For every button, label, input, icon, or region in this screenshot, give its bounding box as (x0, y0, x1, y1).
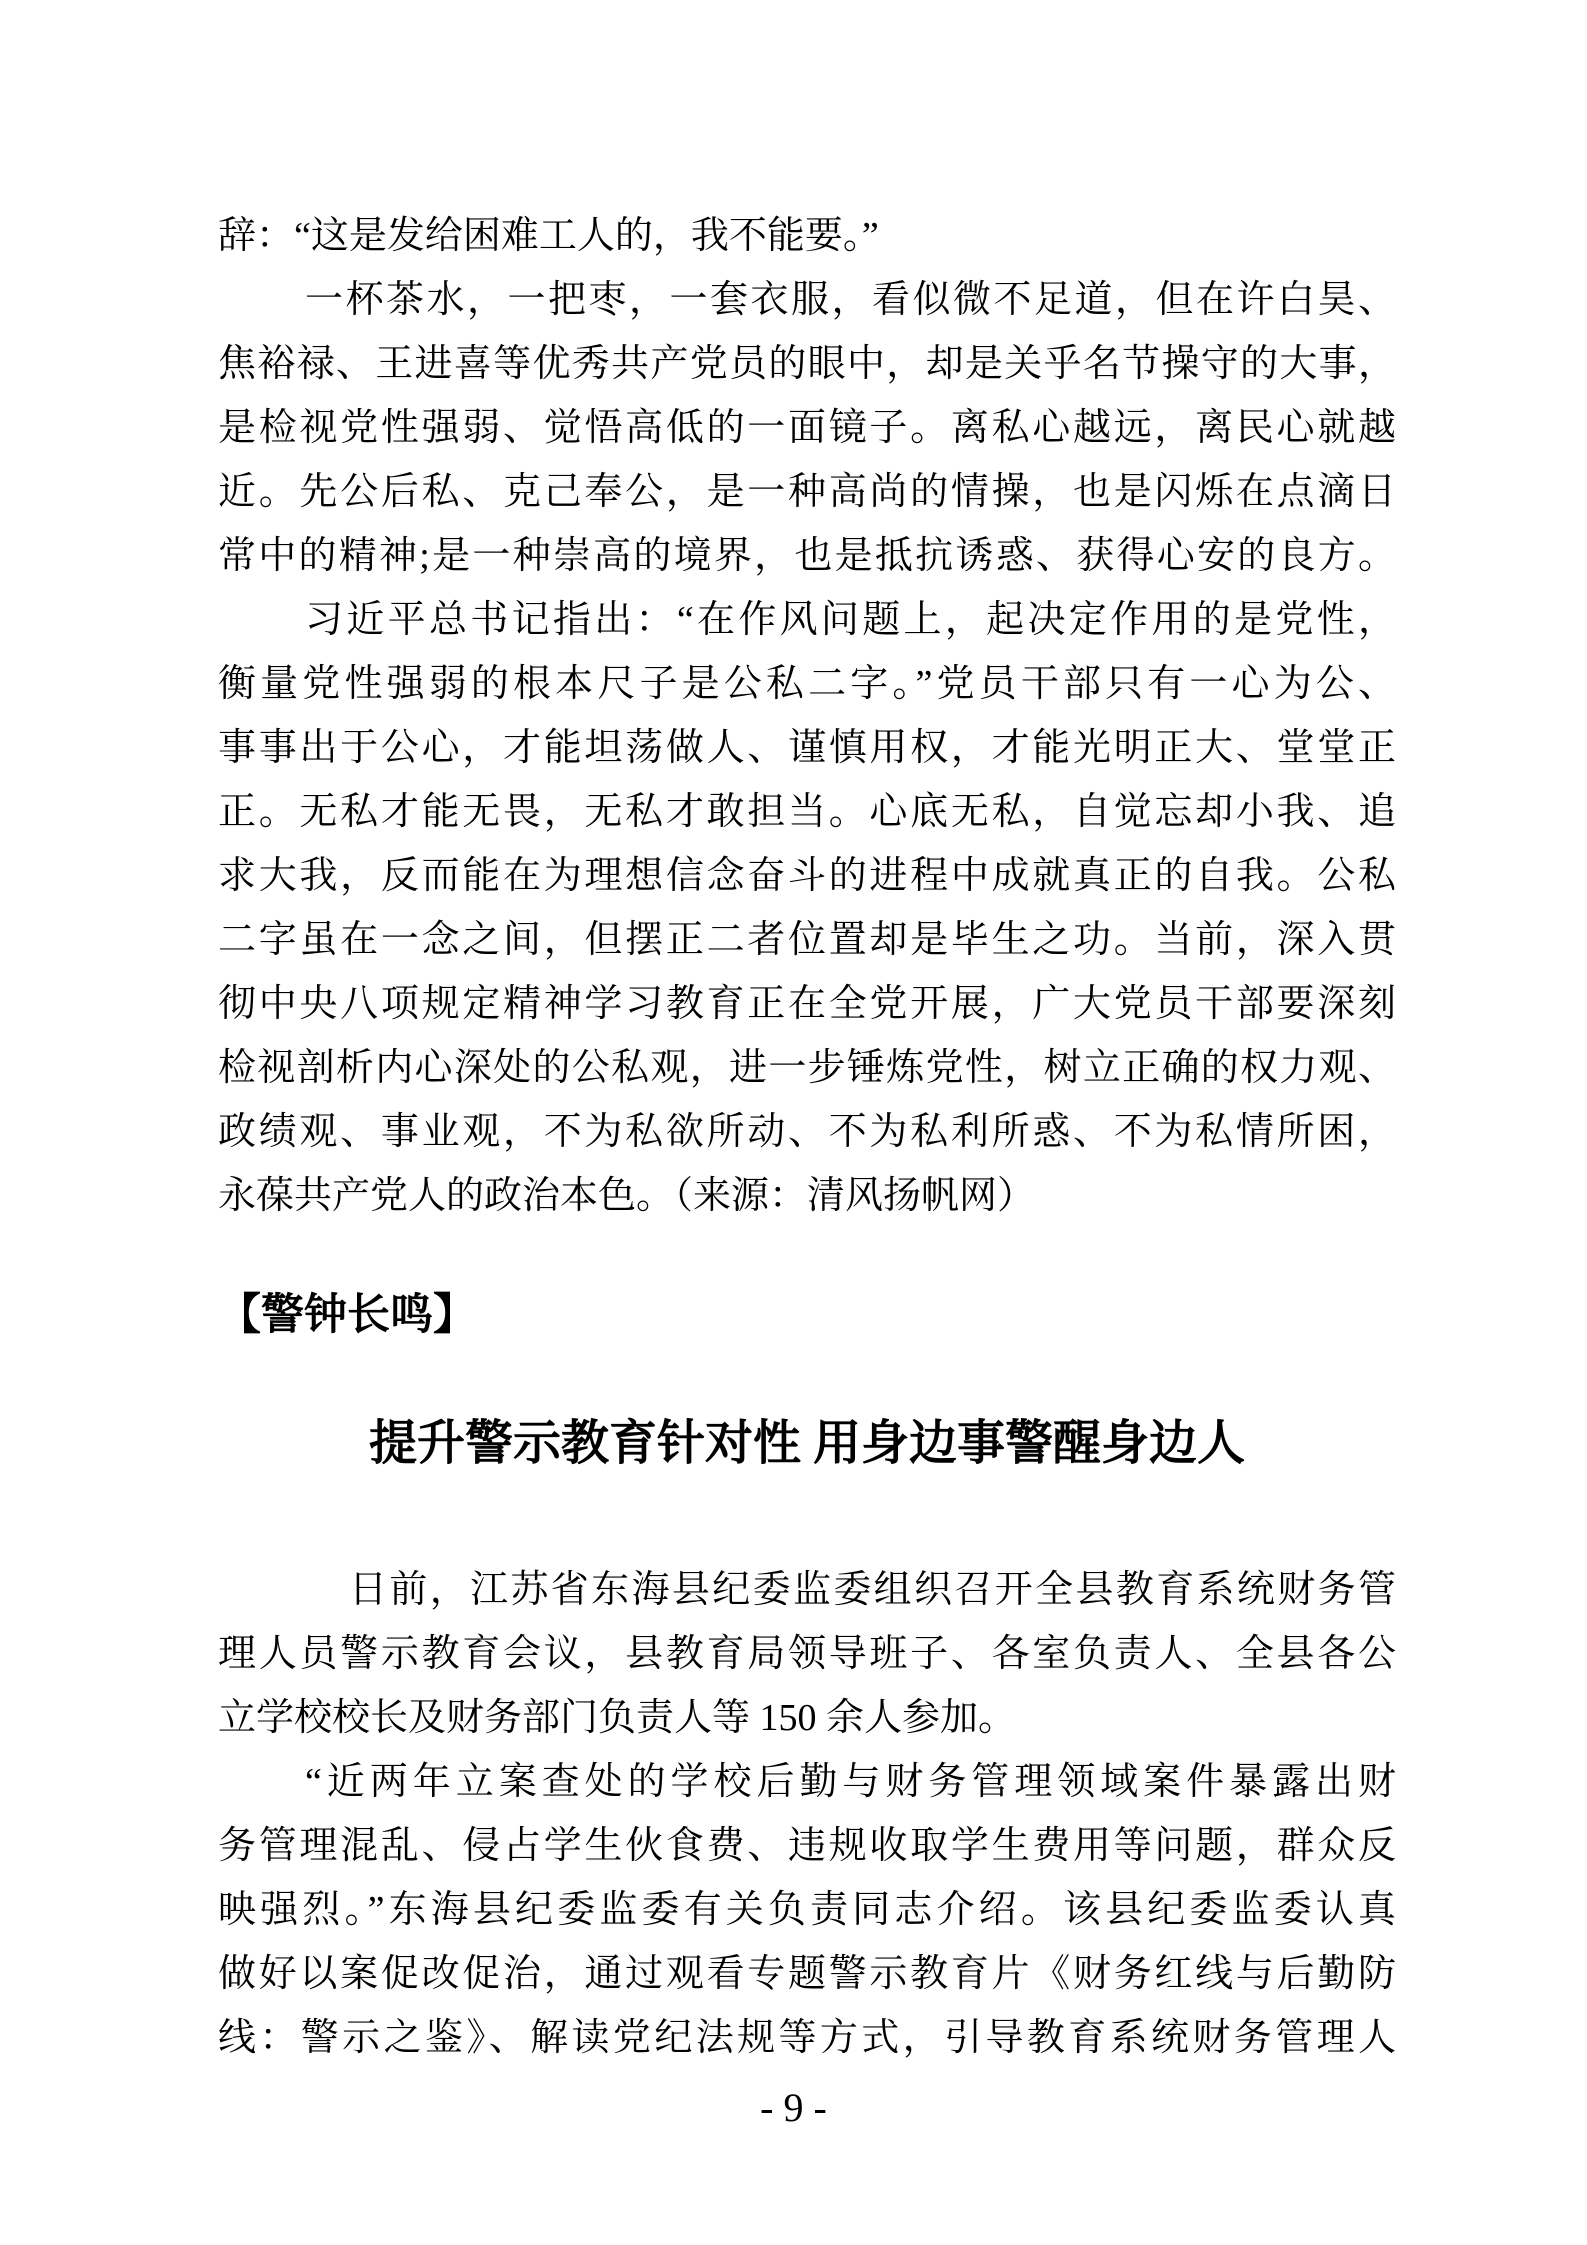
section-header: 【警钟长鸣】 (218, 1292, 476, 1339)
text-line: 彻中央八项规定精神学习教育正在全党开展，广大党员干部要深刻 (218, 983, 1396, 1025)
text-line: 日前，江苏省东海县纪委监委组织召开全县教育系统财务管 (349, 1569, 1396, 1611)
text-line: 线：警示之鉴》、解读党纪法规等方式，引导教育系统财务管理人 (218, 2017, 1396, 2059)
page-number: - 9 - (760, 2085, 827, 2130)
text-line: 近。先公后私、克己奉公，是一种高尚的情操，也是闪烁在点滴日 (218, 471, 1396, 513)
text-line: 政绩观、事业观，不为私欲所动、不为私利所惑、不为私情所困， (218, 1111, 1396, 1153)
text-line: 一杯茶水，一把枣，一套衣服，看似微不足道，但在许白昊、 (305, 279, 1396, 321)
text-line: 衡量党性强弱的根本尺子是公私二字。”党员干部只有一心为公、 (218, 663, 1396, 705)
text-line: 检视剖析内心深处的公私观，进一步锤炼党性，树立正确的权力观、 (218, 1047, 1396, 1089)
text-line: 求大我，反而能在为理想信念奋斗的进程中成就真正的自我。公私 (218, 855, 1396, 897)
text-line: 理人员警示教育会议，县教育局领导班子、各室负责人、全县各公 (218, 1633, 1396, 1675)
text-line: 常中的精神;是一种崇高的境界，也是抵抗诱惑、获得心安的良方。 (218, 535, 1396, 577)
text-line: 永葆共产党人的政治本色。（来源：清风扬帆网） (218, 1175, 1036, 1217)
text-line: 二字虽在一念之间，但摆正二者位置却是毕生之功。当前，深入贯 (218, 919, 1396, 961)
text-line: 辞：“这是发给困难工人的，我不能要。” (218, 215, 879, 257)
text-line: 习近平总书记指出：“在作风问题上，起决定作用的是党性， (305, 599, 1396, 641)
text-line: 做好以案促改促治，通过观看专题警示教育片《财务红线与后勤防 (218, 1953, 1396, 1995)
article-title: 提升警示教育针对性 用身边事警醒身边人 (368, 1417, 1245, 1470)
text-line: 事事出于公心，才能坦荡做人、谨慎用权，才能光明正大、堂堂正 (218, 727, 1396, 769)
text-line: 立学校校长及财务部门负责人等 150 余人参加。 (218, 1697, 1017, 1739)
article-body-section (218, 1558, 1396, 2070)
continued-paragraphs-section (218, 0, 1396, 1228)
text-line: 正。无私才能无畏，无私才敢担当。心底无私，自觉忘却小我、追 (218, 791, 1396, 833)
text-line: 务管理混乱、侵占学生伙食费、违规收取学生费用等问题，群众反 (218, 1825, 1396, 1867)
text-line: 映强烈。”东海县纪委监委有关负责同志介绍。该县纪委监委认真 (218, 1889, 1396, 1931)
text-line: “近两年立案查处的学校后勤与财务管理领域案件暴露出财 (305, 1761, 1396, 1803)
text-line: 是检视党性强弱、觉悟高低的一面镜子。离私心越远，离民心就越 (218, 407, 1396, 449)
text-line: 焦裕禄、王进喜等优秀共产党员的眼中，却是关乎名节操守的大事， (218, 343, 1396, 385)
